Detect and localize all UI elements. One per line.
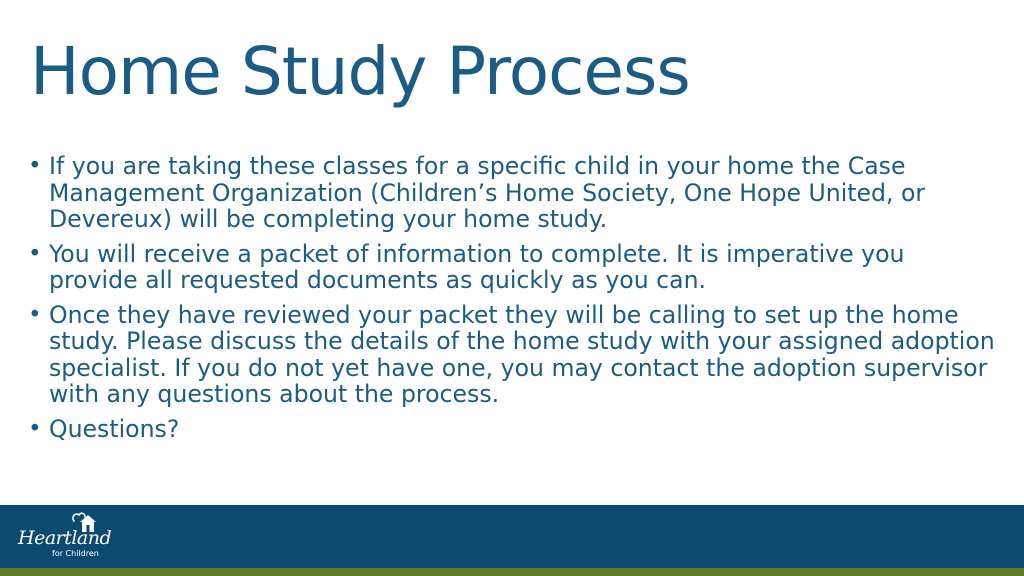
logo-wordmark: Heartland	[18, 527, 112, 549]
bullet-marker: •	[28, 415, 42, 442]
bullet-marker: •	[28, 153, 42, 179]
bullet-text: Questions?	[49, 414, 180, 443]
bullet-marker: •	[28, 240, 42, 267]
bullet-marker: •	[28, 301, 42, 328]
bullet-text: You will receive a packet of information to complete. It is imperative you provide all requested documents as quickly as you can.	[49, 239, 905, 294]
bullet-text: Once they have reviewed your packet they will be calling to set up the home study. Please discuss the details of the home study with your assigned adoption specialist. If you do not yet have one, you may contact the adoption supervisor with any questions about the process.	[49, 300, 995, 408]
heartland-logo	[12, 511, 112, 565]
bullet-item	[28, 302, 998, 408]
bullet-item	[28, 153, 998, 233]
bullet-item	[28, 416, 998, 443]
slide-title: Home Study Process	[30, 33, 690, 110]
logo-subtext: for Children	[52, 549, 99, 558]
footer-bar	[0, 505, 1024, 576]
bullet-text: If you are taking these classes for a specific child in your home the Case Management Organization (Children’s Home Society, One Hope United, or Devereux) will be completing your home study.	[49, 152, 926, 233]
bullet-item	[28, 241, 998, 294]
bullet-list	[28, 153, 998, 450]
footer-stripe	[0, 568, 1024, 576]
